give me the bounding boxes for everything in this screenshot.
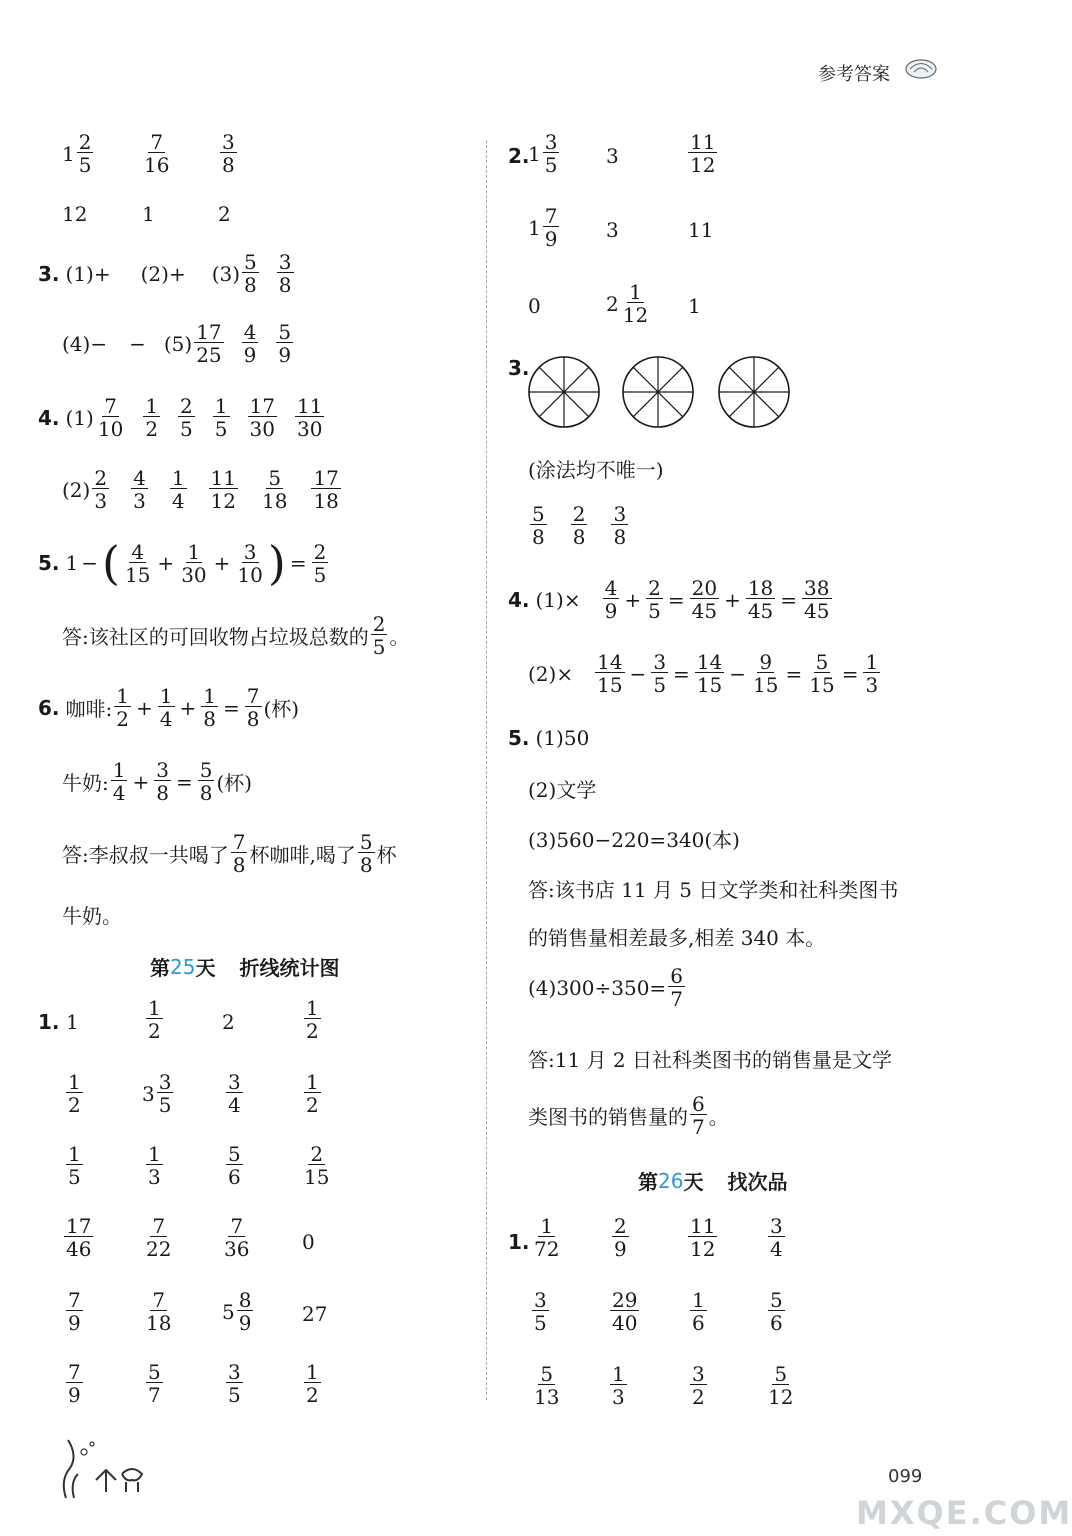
value: 3 (606, 144, 619, 168)
fraction: $\frac{1}{72}$ (534, 1214, 560, 1261)
fraction: $\frac{7}{9}$ (68, 1288, 81, 1335)
section-title-day-25: 第 25 天 折线统计图 (150, 954, 340, 980)
item-label: 1. (38, 1010, 60, 1034)
question-3-part-2: (4)− − (5) $\frac{17}{25}$ $\frac{4}{9}$ $\frac{5}{9}$ (62, 320, 292, 367)
mixed-fraction: 1 $\frac{2}{5}$ (62, 130, 92, 177)
value: 11 (688, 218, 714, 242)
question-6-answer-end: 牛奶。 (62, 904, 122, 928)
fraction: $\frac{5}{13}$ (534, 1362, 560, 1409)
question-3-fractions: $\frac{5}{8}$ $\frac{2}{8}$ $\frac{3}{8}$ (532, 502, 627, 549)
value: 27 (302, 1302, 328, 1326)
left-paren: ( (102, 536, 120, 590)
left-row-1 (62, 132, 95, 175)
item-label: 1. (508, 1230, 530, 1254)
divided-circle-icon (526, 354, 602, 430)
question-4-part-2: (2) $\frac{2}{3}$ $\frac{4}{3}$ $\frac{1}{4}$ $\frac{11}{12}$ $\frac{5}{18}$ $\frac{17}{18}$ (62, 466, 339, 513)
fraction: $\frac{3}{2}$ (692, 1362, 705, 1409)
question-6-coffee: 6. 咖啡: $\frac{1}{2}$ + $\frac{1}{4}$ + $\frac{1}{8}$ = $\frac{7}{8}$ (杯) (38, 684, 300, 731)
question-5-answer-4-line-2: 类图书的销售量的 $\frac{6}{7}$ 。 (528, 1092, 729, 1139)
question-5-answer-3-line-2: 的销售量相差最多,相差 340 本。 (528, 926, 826, 950)
question-2-label: 2. (508, 144, 530, 168)
question-5-answer-4-line-1: 答:11 月 2 日社科类图书的销售量是文学 (528, 1048, 892, 1072)
fraction: $\frac{3}{8}$ (222, 130, 235, 177)
fraction: $\frac{17}{46}$ (66, 1214, 92, 1261)
fraction: $\frac{11}{12}$ (690, 1214, 716, 1261)
fraction: $\frac{7}{16}$ (144, 130, 170, 177)
header-title: 参考答案 (818, 64, 890, 85)
divided-circle-icon (620, 354, 696, 430)
value: 0 (302, 1230, 315, 1254)
question-5-answer: 答:该社区的可回收物占垃圾总数的 $\frac{2}{5}$ 。 (62, 612, 410, 659)
section-title-day-26: 第 26 天 找次品 (638, 1168, 788, 1194)
fraction: $\frac{2}{9}$ (614, 1214, 627, 1261)
value: 2 (222, 1010, 235, 1034)
value: 2 (218, 202, 231, 226)
value: 0 (528, 294, 541, 318)
fraction: $\frac{29}{40}$ (612, 1288, 638, 1335)
question-4-part-1: 4. (1)× $\frac{4}{9}$ + $\frac{2}{5}$ = $\frac{20}{45}$ + $\frac{18}{45}$ = $\frac{38}{45}$ (508, 576, 830, 623)
question-3: 3. (1)+ (2)+ (3) $\frac{5}{8}$ $\frac{3}{8}$ (38, 250, 292, 297)
fraction: $\frac{5}{6}$ (228, 1142, 241, 1189)
fraction: $\frac{3}{4}$ (770, 1214, 783, 1261)
question-5-part-4: (4)300÷350= $\frac{6}{7}$ (528, 964, 683, 1011)
fraction: $\frac{5}{7}$ (148, 1360, 161, 1407)
question-6-answer: 答:李叔叔一共喝了 $\frac{7}{8}$ 杯咖啡,喝了 $\frac{5}{8}$ 杯 (62, 830, 397, 877)
fraction: $\frac{1}{3}$ (148, 1142, 161, 1189)
watermark: MXQE.COM (856, 1494, 1072, 1532)
fraction: $\frac{1}{2}$ (306, 996, 319, 1043)
shell-icon (904, 58, 938, 80)
question-4-part-1: 4. (1) $\frac{7}{10}$ $\frac{1}{2}$ $\frac{2}{5}$ $\frac{1}{5}$ $\frac{17}{30}$ $\frac{11}{30}$ (38, 394, 323, 441)
value: 3 (606, 218, 619, 242)
fraction: $\frac{1}{2}$ (306, 1070, 319, 1117)
fraction: $\frac{3}{5}$ (228, 1360, 241, 1407)
mixed-fraction: 3 $\frac{3}{5}$ (142, 1070, 172, 1117)
value: 1 (688, 294, 701, 318)
fraction: $\frac{1}{3}$ (612, 1362, 625, 1409)
seaweed-decoration-icon (56, 1430, 166, 1500)
question-5-answer-3-line-1: 答:该书店 11 月 5 日文学类和社科类图书 (528, 878, 899, 902)
fraction: $\frac{1}{2}$ (68, 1070, 81, 1117)
fraction: $\frac{3}{4}$ (228, 1070, 241, 1117)
fraction: $\frac{1}{5}$ (68, 1142, 81, 1189)
mixed-fraction: 1 $\frac{3}{5}$ (528, 130, 558, 177)
right-paren: ) (267, 536, 286, 590)
fraction: $\frac{11}{12}$ (690, 130, 716, 177)
fraction: $\frac{7}{9}$ (68, 1360, 81, 1407)
fraction: $\frac{3}{5}$ (534, 1288, 547, 1335)
mixed-fraction: 5 $\frac{8}{9}$ (222, 1288, 252, 1335)
mixed-fraction: 2 $\frac{1}{12}$ (606, 280, 649, 327)
value: 1 (66, 1010, 79, 1034)
question-3-label: 3. (508, 356, 530, 380)
fraction: $\frac{7}{22}$ (146, 1214, 172, 1261)
fraction: $\frac{1}{2}$ (306, 1360, 319, 1407)
question-5-part-2: (2)文学 (528, 778, 597, 802)
question-4-part-2: (2)× $\frac{14}{15}$ − $\frac{3}{5}$ = $\frac{14}{15}$ − $\frac{9}{15}$ = $\frac{5}{15}$ = $\frac{1}{3}$ (528, 650, 879, 697)
value: 12 (62, 202, 88, 226)
page-number: 099 (888, 1466, 923, 1487)
fraction: $\frac{5}{6}$ (770, 1288, 783, 1335)
fraction: $\frac{5}{12}$ (768, 1362, 794, 1409)
note-text: (涂法均不唯一) (528, 458, 664, 482)
fraction: $\frac{1}{6}$ (692, 1288, 705, 1335)
fraction: $\frac{1}{2}$ (148, 996, 161, 1043)
fraction: $\frac{2}{15}$ (304, 1142, 330, 1189)
question-5-part-3: (3)560−220=340(本) (528, 828, 740, 852)
fraction: $\frac{7}{18}$ (146, 1288, 172, 1335)
divided-circle-icon (716, 354, 792, 430)
question-5-part-1: 5. (1)50 (508, 726, 590, 750)
value: 1 (142, 202, 155, 226)
mixed-fraction: 1 $\frac{7}{9}$ (528, 204, 558, 251)
fraction: $\frac{7}{36}$ (224, 1214, 250, 1261)
question-6-milk: 牛奶: $\frac{1}{4}$ + $\frac{3}{8}$ = $\frac{5}{8}$ (杯) (62, 758, 253, 805)
question-5-equation: 5. 1 − ( $\frac{4}{15}$ + $\frac{1}{30}$ + $\frac{3}{10}$ ) = $\frac{2}{5}$ (38, 536, 327, 590)
column-divider (486, 140, 487, 1400)
